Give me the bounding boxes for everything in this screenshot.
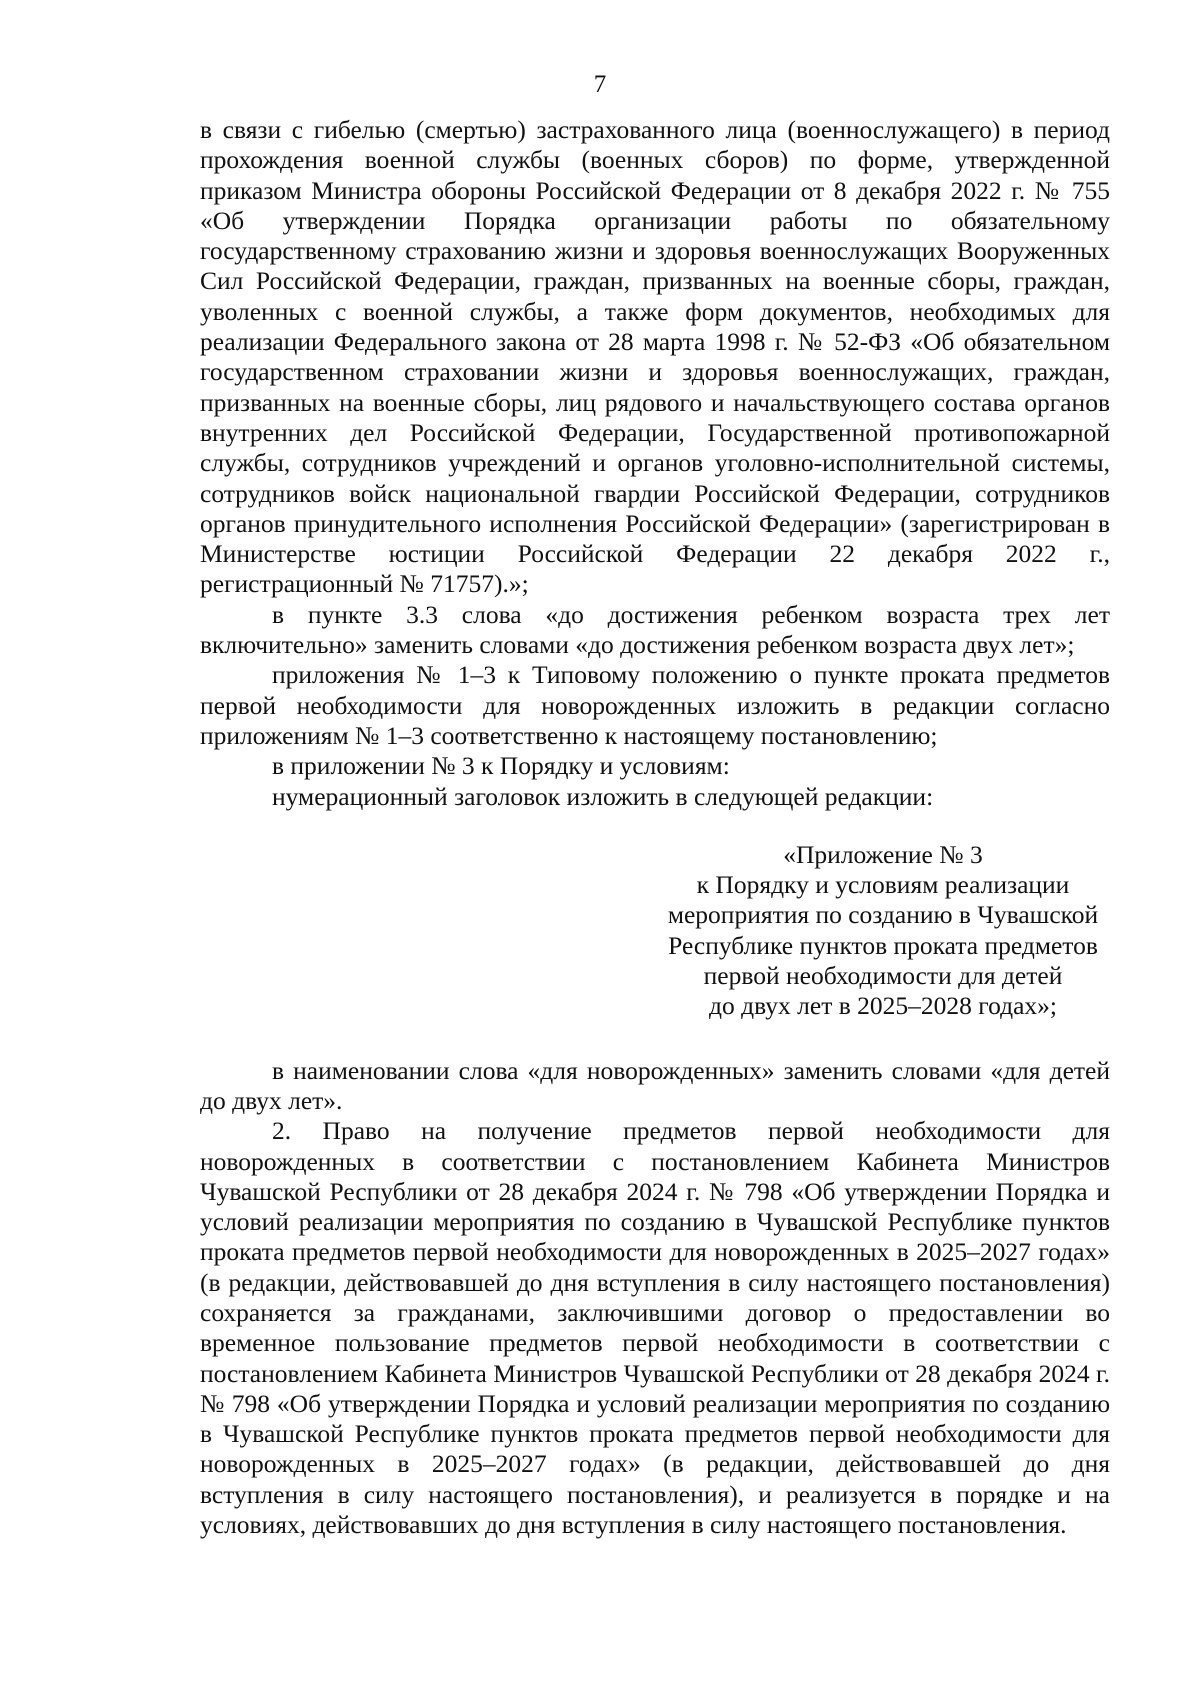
page-number: 7: [593, 71, 607, 98]
appendix-header-line: мероприятия по созданию в Чувашской: [667, 900, 1099, 930]
document-body: [200, 115, 1110, 1540]
paragraph-section-2-rights: 2. Право на получение предметов первой необходимости для новорожденных в соответствии с постановлением Кабинета Министров Чувашской Республики от 28 декабря 2024 г. № 798 «Об утверждении Порядка и условий реализации мероприятия по созданию в Чувашской Республике пунктов проката предметов первой необходимости для новорожденных в 2025–2027 годах» (в редакции, действовавшей до дня вступления в силу настоящего постановления) сохраняется за гражданами, заключившими договор о предоставлении во временное пользование предметов первой необходимости в соответствии с постановлением Кабинета Министров Чувашской Республики от 28 декабря 2024 г. № 798 «Об утверждении Порядка и условий реализации мероприятия по созданию в Чувашской Республике пунктов проката предметов первой необходимости для новорожденных в 2025–2027 годах» (в редакции, действовавшей до дня вступления в силу настоящего постановления), и реализуется в порядке и на условиях, действовавших до дня вступления в силу настоящего постановления.: [200, 1116, 1110, 1540]
paragraph-insurance-form: в связи с гибелью (смертью) застрахованного лица (военнослужащего) в период прохождения военной службы (военных сборов) по форме, утвержденной приказом Министра обороны Российской Федерации от 8 декабря 2022 г. № 755 «Об утверждении Порядка организации работы по обязательному государственному страхованию жизни и здоровья военнослужащих Вооруженных Сил Российской Федерации, граждан, призванных на военные сборы, граждан, уволенных с военной службы, а также форм документов, необходимых для реализации Федерального закона от 28 марта 1998 г. № 52-ФЗ «Об обязательном государственном страховании жизни и здоровья военнослужащих, граждан, призванных на военные сборы, лиц рядового и начальствующего состава органов внутренних дел Российской Федерации, Государственной противопожарной службы, сотрудников учреждений и органов уголовно-исполнительной системы, сотрудников войск национальной гвардии Российской Федерации, сотрудников органов принудительного исполнения Российской Федерации» (зарегистрирован в Министерстве юстиции Российской Федерации 22 декабря 2022 г., регистрационный № 71757).»;: [200, 115, 1110, 599]
appendix-header-line: до двух лет в 2025–2028 годах»;: [709, 991, 1057, 1021]
appendix-numbering-header: [200, 840, 1110, 1022]
appendix-header-line: «Приложение № 3: [783, 839, 983, 869]
paragraph-appendices-1-3: приложения № 1–3 к Типовому положению о пункте проката предметов первой необходимости для новорожденных изложить в редакции согласно приложениям № 1–3 соответственно к настоящему постановлению;: [200, 660, 1110, 750]
appendix-header-line: Республике пунктов проката предметов: [668, 930, 1098, 960]
paragraph-appendix-3-intro: в приложении № 3 к Порядку и условиям:: [272, 751, 730, 781]
paragraph-numbering-header-intro: нумерационный заголовок изложить в следующей редакции:: [272, 781, 934, 811]
appendix-header-line: к Порядку и условиям реализации: [696, 870, 1070, 900]
paragraph-title-replacement: в наименовании слова «для новорожденных» заменить словами «для детей до двух лет».: [200, 1055, 1110, 1115]
appendix-header-line: первой необходимости для детей: [703, 961, 1063, 991]
paragraph-clause-3-3: в пункте 3.3 слова «до достижения ребенком возраста трех лет включительно» заменить словами «до достижения ребенком возраста двух лет»;: [200, 599, 1110, 660]
